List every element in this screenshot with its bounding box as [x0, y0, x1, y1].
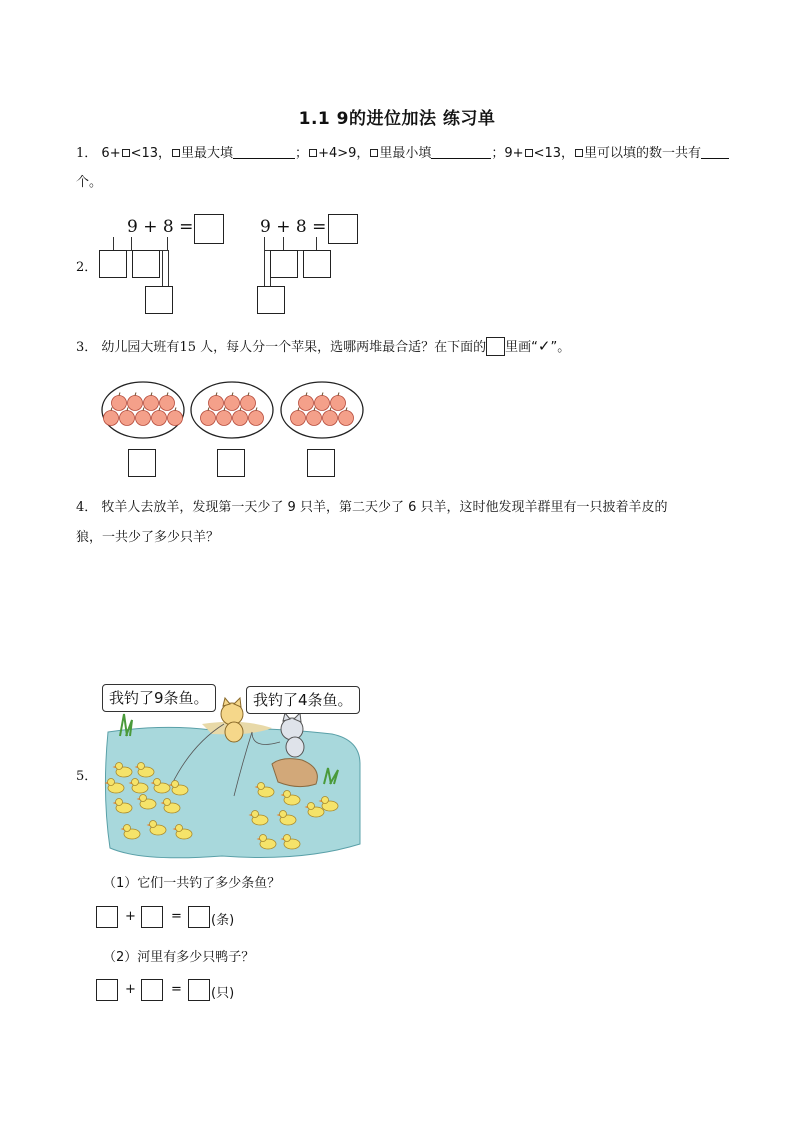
duck-head	[280, 811, 287, 818]
apple-icon	[168, 411, 183, 426]
q1-text: ；9+	[491, 146, 524, 161]
question-4-number: 4．	[76, 500, 98, 515]
duck-head	[258, 783, 265, 790]
small-box-icon	[575, 149, 583, 157]
q1-text: <13，	[533, 146, 575, 161]
q5-2-addend-box-2[interactable]	[141, 979, 163, 1001]
apple-icon	[104, 411, 119, 426]
apple-icon	[136, 411, 151, 426]
equals-sign: =	[171, 982, 182, 997]
q3-text: 人，每人分一个苹果，选哪两堆最合适？在下面的	[200, 340, 487, 355]
q3-answer-box-1[interactable]	[128, 449, 156, 477]
q1-line2: 个。	[76, 175, 103, 190]
question-5-number: 5．	[76, 769, 98, 784]
q1-text: <13，	[130, 146, 172, 161]
plus-sign: +	[125, 982, 136, 997]
duck-head	[132, 779, 139, 786]
speech-bubble-left: 我钓了9条鱼。	[102, 684, 216, 712]
apple-icon	[144, 396, 159, 411]
apple-icon	[112, 396, 127, 411]
q1-text: +4>9，	[318, 146, 370, 161]
apple-icon	[225, 396, 240, 411]
q5-2-sum-box[interactable]	[188, 979, 210, 1001]
q5-1-addend-box-1[interactable]	[96, 906, 118, 928]
bracket-line	[264, 237, 283, 251]
q5-sub-question-1: （1）它们一共钓了多少条鱼？	[103, 876, 281, 891]
q1-text: 6+	[101, 146, 121, 161]
q2-left-result-box[interactable]	[194, 214, 224, 244]
duck-head	[138, 763, 145, 770]
q1-text: 里最大填	[181, 146, 234, 161]
question-1	[76, 145, 729, 163]
small-box-icon	[370, 149, 378, 157]
q3-answer-box-3[interactable]	[307, 449, 335, 477]
question-2-number: 2．	[76, 260, 98, 275]
apple-icon	[128, 396, 143, 411]
q5-1-addend-box-2[interactable]	[141, 906, 163, 928]
bracket-line	[264, 250, 265, 286]
q2-left-equation: 9 + 8 =	[127, 217, 194, 237]
apple-icon	[291, 411, 306, 426]
duck-head	[124, 825, 131, 832]
question-4-line1	[76, 499, 668, 517]
duck-head	[176, 825, 183, 832]
apple-icon	[120, 411, 135, 426]
q2-right-equation: 9 + 8 =	[260, 217, 327, 237]
q5-sub-question-2: （2）河里有多少只鸭子？	[103, 950, 255, 965]
question-3-number: 3．	[76, 340, 98, 355]
apple-icon	[249, 411, 264, 426]
small-box-icon	[122, 149, 130, 157]
apple-icon	[209, 396, 224, 411]
box-icon	[486, 337, 505, 356]
apple-icon	[201, 411, 216, 426]
apple-icon	[152, 411, 167, 426]
question-3	[76, 337, 570, 357]
q3-answer-box-2[interactable]	[217, 449, 245, 477]
duck-head	[154, 779, 161, 786]
equals-sign: =	[171, 909, 182, 924]
q3-text: 幼儿园大班有	[101, 340, 180, 355]
duck-head	[284, 835, 291, 842]
unit-label: (只)	[211, 986, 235, 1001]
duck-head	[108, 779, 115, 786]
unit-label: (条)	[211, 913, 235, 928]
apple-icon	[241, 396, 256, 411]
duck-head	[252, 811, 259, 818]
duck-head	[116, 763, 123, 770]
q2-right-result-box[interactable]	[328, 214, 358, 244]
q1-text: ；	[295, 146, 309, 161]
bracket-line	[131, 237, 132, 251]
q2-left-sum-box[interactable]	[145, 286, 173, 314]
bracket-line	[283, 237, 284, 251]
apple-icon	[160, 396, 175, 411]
small-box-icon	[309, 149, 317, 157]
bracket-line	[162, 250, 163, 290]
apple-piles	[100, 380, 370, 444]
small-box-icon	[172, 149, 180, 157]
q3-text: ”。	[550, 340, 571, 355]
question-4-line2: 狼，一共少了多少只羊？	[76, 530, 220, 545]
apple-icon	[331, 396, 346, 411]
q2-left-split-box-1[interactable]	[99, 250, 127, 278]
q2-right-split-box-1[interactable]	[270, 250, 298, 278]
apple-icon	[315, 396, 330, 411]
bracket-line	[168, 250, 169, 286]
duck-head	[164, 799, 171, 806]
duck-head	[172, 781, 179, 788]
apple-icon	[217, 411, 232, 426]
q3-count: 15	[179, 340, 196, 355]
bracket-line	[283, 237, 317, 251]
duck-head	[308, 803, 315, 810]
duck-head	[260, 835, 267, 842]
duck-head	[150, 821, 157, 828]
q2-right-split-box-2[interactable]	[303, 250, 331, 278]
speech-bubble-right: 我钓了4条鱼。	[246, 686, 360, 714]
q3-text: 里画“	[505, 340, 538, 355]
duck-head	[284, 791, 291, 798]
apple-icon	[339, 411, 354, 426]
answer-blank[interactable]	[431, 145, 491, 159]
apple-icon	[233, 411, 248, 426]
apple-icon	[307, 411, 322, 426]
plus-sign: +	[125, 909, 136, 924]
duck-head	[322, 797, 329, 804]
page-title: 1.1 9的进位加法 练习单	[298, 109, 496, 129]
duck-head	[140, 795, 147, 802]
check-icon: ✓	[537, 337, 551, 355]
question-1-number: 1．	[76, 146, 98, 161]
q4-text: 牧羊人去放羊，发现第一天少了 9 只羊，第二天少了 6 只羊，这时他发现羊群里有一只披着羊皮的	[101, 500, 668, 515]
apple-icon	[323, 411, 338, 426]
answer-blank[interactable]	[701, 145, 729, 159]
apple-icon	[299, 396, 314, 411]
q5-1-sum-box[interactable]	[188, 906, 210, 928]
q1-text: 里可以填的数一共有	[584, 146, 702, 161]
q2-left-split-box-2[interactable]	[132, 250, 160, 278]
bracket-line	[113, 237, 131, 251]
q2-right-sum-box[interactable]	[257, 286, 285, 314]
q1-text: 里最小填	[379, 146, 432, 161]
small-box-icon	[525, 149, 533, 157]
bracket-line	[131, 237, 168, 251]
q5-2-addend-box-1[interactable]	[96, 979, 118, 1001]
duck-head	[116, 799, 123, 806]
answer-blank[interactable]	[233, 145, 295, 159]
